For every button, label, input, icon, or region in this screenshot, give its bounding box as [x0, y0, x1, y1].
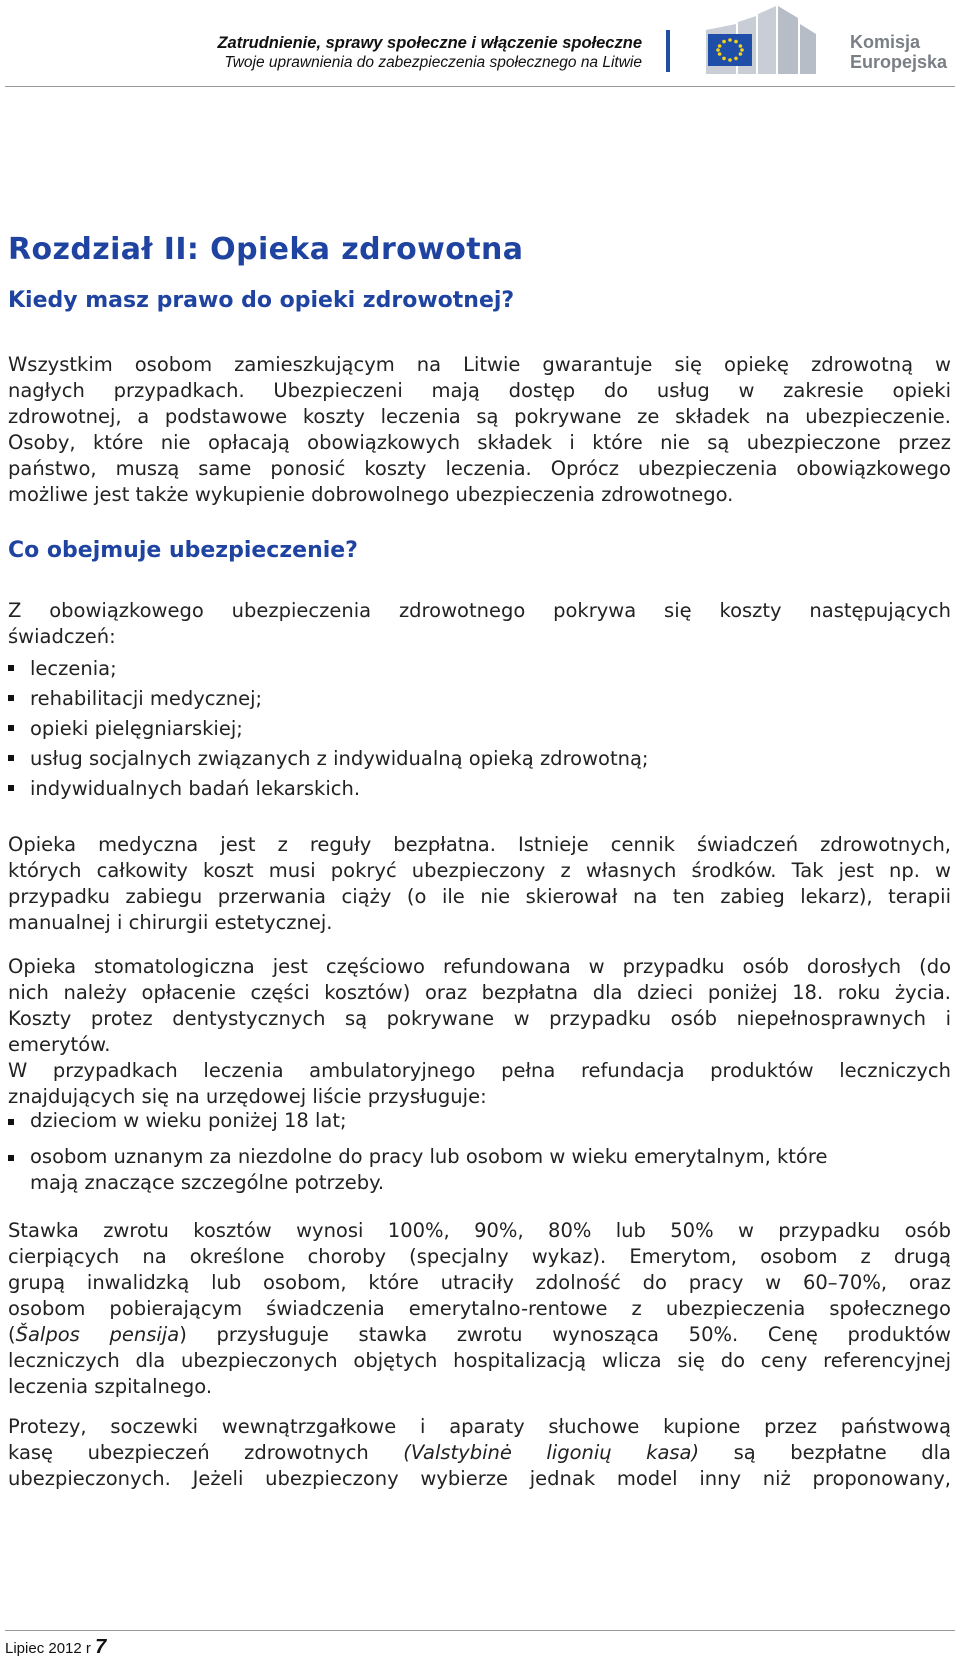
text-line: których całkowity koszt musi pokryć ubezpieczony z własnych środków. Tak jest np. w — [8, 859, 951, 882]
text-line: grupą inwalidzką lub osobom, które utraciły zdolność do pracy w 60–70%, oraz — [8, 1271, 951, 1294]
refund-list — [8, 1108, 951, 1196]
footer-rule — [5, 1630, 955, 1631]
text-line: świadczeń: — [8, 625, 116, 648]
section-heading-entitlement: Kiedy masz prawo do opieki zdrowotnej? — [8, 288, 515, 313]
text-line: emerytów. — [8, 1033, 111, 1056]
header-rule — [5, 86, 955, 87]
term-italic: (Valstybinė ligonių kasa) — [403, 1441, 700, 1464]
text-line: Stawka zwrotu kosztów wynosi 100%, 90%, 80% lub 50% w przypadku osób — [8, 1219, 951, 1242]
header-text — [217, 33, 642, 73]
paragraph-coverage-intro — [8, 598, 951, 650]
coverage-list — [8, 654, 951, 804]
list-item — [8, 1144, 951, 1196]
text-line — [8, 1322, 951, 1348]
footer-date: Lipiec 2012 r — [5, 1640, 91, 1657]
bullet-icon — [8, 1155, 14, 1161]
header-subtitle: Twoje uprawnienia do zabezpieczenia społecznego na Litwie — [224, 54, 642, 71]
text-fragment: ( — [8, 1323, 16, 1346]
text-fragment: kasę ubezpieczeń zdrowotnych — [8, 1441, 404, 1464]
paragraph-prostheses — [8, 1414, 951, 1492]
list-item-text: rehabilitacji medycznej; — [30, 687, 263, 710]
text-line: W przypadkach leczenia ambulatoryjnego pełna refundacja produktów leczniczych — [8, 1059, 951, 1082]
section-heading-coverage: Co obejmuje ubezpieczenie? — [8, 538, 358, 563]
paragraph-reimbursement-rate — [8, 1218, 951, 1400]
logo-line-2: Europejska — [850, 52, 948, 72]
list-item — [8, 744, 951, 774]
list-item — [8, 714, 951, 744]
text-line: Z obowiązkowego ubezpieczenia zdrowotnego pokrywa się koszty następujących — [8, 599, 951, 622]
text-line: Koszty protez dentystycznych są pokrywane w przypadku osób niepełnosprawnych i — [8, 1007, 951, 1030]
text-fragment: są bezpłatne dla — [699, 1441, 951, 1464]
text-line: nich należy opłacenie części kosztów) oraz bezpłatna dla dzieci poniżej 18. roku życia. — [8, 981, 951, 1004]
list-item-text: usług socjalnych związanych z indywidualną opieką zdrowotną; — [30, 747, 649, 770]
text-line: cierpiących na określone choroby (specjalny wykaz). Emerytom, osobom z drugą — [8, 1245, 951, 1268]
page-number: 7 — [95, 1636, 107, 1658]
text-line: Wszystkim osobom zamieszkującym na Litwie gwarantuje się opiekę zdrowotną w — [8, 353, 951, 376]
text-fragment: ) przysługuje stawka zwrotu wynosząca 50%. Cenę produktów — [179, 1323, 951, 1346]
list-item — [8, 1108, 951, 1134]
text-line: manualnej i chirurgii estetycznej. — [8, 911, 333, 934]
paragraph-medical-care — [8, 832, 951, 936]
list-item — [8, 684, 951, 714]
chapter-title: Rozdział II: Opieka zdrowotna — [8, 232, 524, 267]
text-line: możliwe jest także wykupienie dobrowolnego ubezpieczenia zdrowotnego. — [8, 483, 734, 506]
text-line — [8, 1440, 951, 1466]
text-line: państwo, muszą same ponosić koszty leczenia. Oprócz ubezpieczenia obowiązkowego — [8, 457, 951, 480]
bullet-icon — [8, 725, 14, 731]
logo-wordmark — [850, 32, 947, 72]
header-divider — [666, 30, 670, 72]
text-line: osobom pobierającym świadczenia emerytalno-rentowe z ubezpieczenia społecznego — [8, 1297, 951, 1320]
text-line: nagłych przypadkach. Ubezpieczeni mają dostęp do usług w zakresie opieki — [8, 379, 951, 402]
text-line: leczenia szpitalnego. — [8, 1375, 213, 1398]
list-item-text-continued: mają znaczące szczególne potrzeby. — [30, 1171, 385, 1194]
list-item — [8, 654, 951, 684]
text-line: Opieka stomatologiczna jest częściowo refundowana w przypadku osób dorosłych (do — [8, 955, 951, 978]
bullet-icon — [8, 1119, 14, 1125]
paragraph-dental-care — [8, 954, 951, 1110]
list-item — [8, 774, 951, 804]
list-item-text: opieki pielęgniarskiej; — [30, 717, 243, 740]
bullet-icon — [8, 785, 14, 791]
text-line: przypadku zabiegu przerwania ciąży (o ile nie skierował na ten zabieg lekarz), terapii — [8, 885, 951, 908]
bullet-icon — [8, 665, 14, 671]
list-item-text: dzieciom w wieku poniżej 18 lat; — [30, 1109, 347, 1132]
term-italic: Šalpos pensija — [15, 1323, 180, 1346]
text-line: ubezpieczonych. Jeżeli ubezpieczony wybierze jednak model inny niż proponowany, — [8, 1467, 951, 1490]
list-item-text: indywidualnych badań lekarskich. — [30, 777, 361, 800]
page-footer — [5, 1636, 106, 1659]
header-title: Zatrudnienie, sprawy społeczne i włączenie społeczne — [217, 34, 642, 52]
text-line: zdrowotnej, a podstawowe koszty leczenia są pokrywane ze składek na ubezpieczenie. — [8, 405, 951, 428]
bullet-icon — [8, 755, 14, 761]
text-line: Osoby, które nie opłacają obowiązkowych składek i które nie są ubezpieczone przez — [8, 431, 951, 454]
text-line: znajdujących się na urzędowej liście przysługuje: — [8, 1085, 487, 1108]
text-line: leczniczych dla ubezpieczonych objętych hospitalizacją wlicza się do ceny referencyjnej — [8, 1349, 951, 1372]
page-header — [0, 0, 960, 90]
list-item-text: leczenia; — [30, 657, 117, 680]
text-line: Protezy, soczewki wewnątrzgałkowe i aparaty słuchowe kupione przez państwową — [8, 1415, 951, 1438]
text-line: Opieka medyczna jest z reguły bezpłatna. Istnieje cennik świadczeń zdrowotnych, — [8, 833, 951, 856]
list-item-text: osobom uznanym za niezdolne do pracy lub osobom w wieku emerytalnym, które — [30, 1145, 828, 1168]
logo-line-1: Komisja — [850, 32, 921, 52]
bullet-icon — [8, 695, 14, 701]
paragraph-entitlement — [8, 352, 951, 508]
